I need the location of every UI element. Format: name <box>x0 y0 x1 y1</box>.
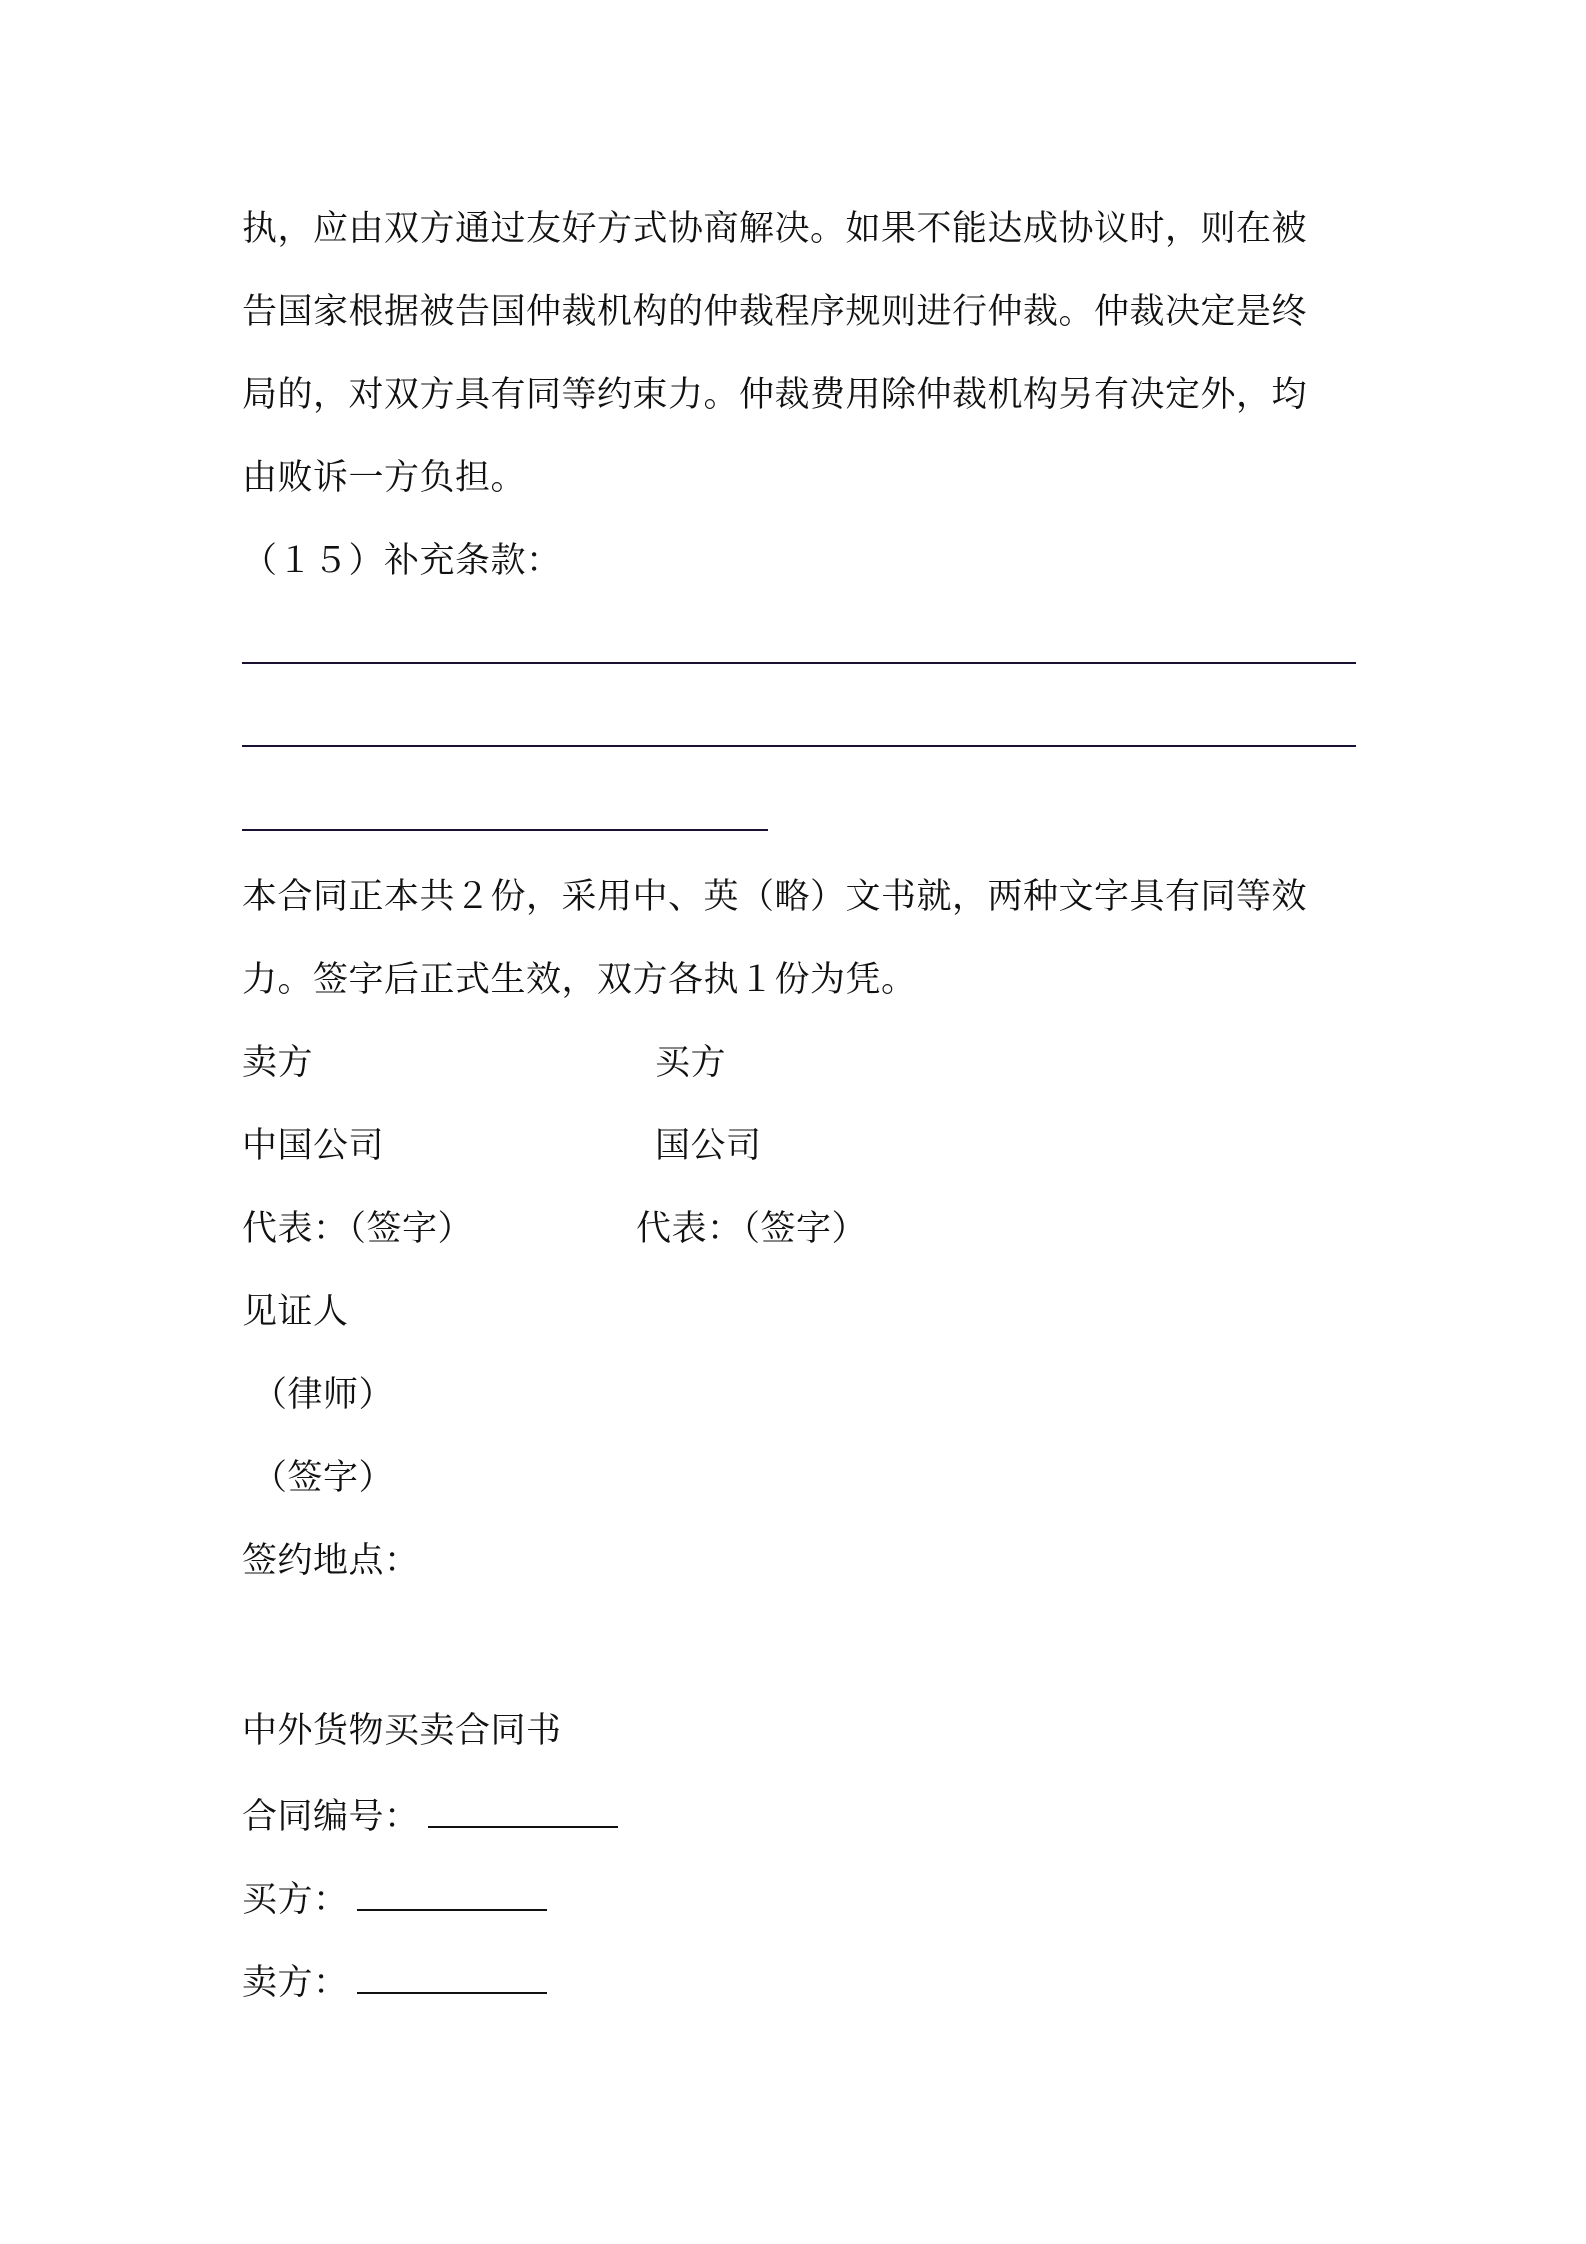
copies-line-2: 力。签字后正式生效，双方各执１份为凭。 <box>242 960 917 1000</box>
buyer-company: 国公司 <box>655 1126 762 1166</box>
buyer-row-label: 买方： <box>242 1880 349 1920</box>
witness-label: 见证人 <box>242 1292 349 1332</box>
arbitration-line-2: 告国家根据被告国仲裁机构的仲裁程序规则进行仲裁。仲裁决定是终 <box>242 292 1308 332</box>
buyer-label: 买方 <box>655 1043 727 1083</box>
supplementary-blank-line-2 <box>242 745 1356 747</box>
clause-15-heading: （１５）补充条款： <box>242 541 562 581</box>
seller-row-label: 卖方： <box>242 1963 349 2003</box>
witness-signature: （签字） <box>252 1458 395 1498</box>
seller-representative: 代表：（签字） <box>242 1209 474 1249</box>
buyer-representative: 代表：（签字） <box>636 1209 868 1249</box>
supplementary-blank-line-1 <box>242 662 1356 664</box>
arbitration-line-4: 由败诉一方负担。 <box>242 458 527 498</box>
contract-number-row <box>242 1790 618 1841</box>
arbitration-line-3: 局的，对双方具有同等约束力。仲裁费用除仲裁机构另有决定外，均 <box>242 375 1308 415</box>
contract-number-label: 合同编号： <box>242 1797 420 1837</box>
contract-title: 中外货物买卖合同书 <box>242 1711 562 1751</box>
seller-label: 卖方 <box>242 1043 314 1083</box>
supplementary-blank-line-3 <box>242 829 768 831</box>
seller-name-blank[interactable] <box>357 1956 547 1994</box>
signing-place: 签约地点： <box>242 1541 420 1581</box>
witness-lawyer: （律师） <box>252 1375 395 1415</box>
arbitration-line-1: 执，应由双方通过友好方式协商解决。如果不能达成协议时，则在被 <box>242 209 1308 249</box>
copies-line-1: 本合同正本共２份，采用中、英（略）文书就，两种文字具有同等效 <box>242 877 1308 917</box>
contract-number-blank[interactable] <box>428 1790 618 1828</box>
buyer-row <box>242 1873 547 1924</box>
seller-company: 中国公司 <box>242 1126 385 1166</box>
seller-row <box>242 1956 547 2007</box>
buyer-name-blank[interactable] <box>357 1873 547 1911</box>
